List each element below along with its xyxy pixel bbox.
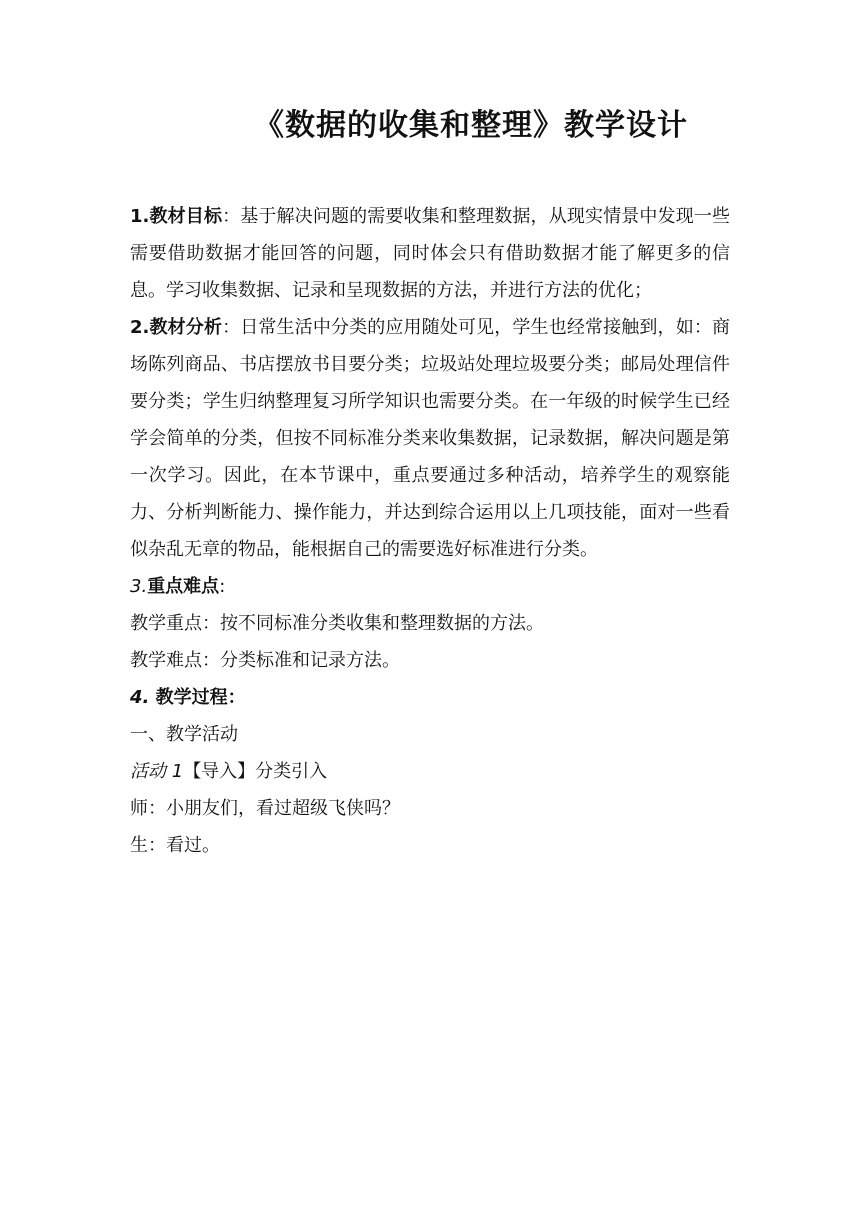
activity-label: 活动 1 — [130, 761, 184, 782]
activity-text: 【导入】分类引入 — [183, 761, 328, 782]
section-label: 1.教材目标 — [130, 206, 223, 227]
section-number: 4. — [130, 687, 150, 708]
document-title: 《数据的收集和整理》教学设计 — [254, 108, 688, 143]
difficulty-line: 教学难点：分类标准和记录方法。 — [130, 650, 400, 671]
section-label: 重点难点 — [147, 576, 220, 597]
section-text: ：基于解决问题的需要收集和整理数据，从现实情景中发现一些需要借助数据才能回答的问题，同时体会只有借助数据才能了解更多的信息。学习收集数据、记录和呈现数据的方法，并进行方法的优化； — [130, 206, 730, 301]
key-point-line: 教学重点：按不同标准分类收集和整理数据的方法。 — [130, 613, 544, 634]
document-body — [130, 198, 730, 864]
section-material-analysis — [130, 309, 730, 568]
section-text: ：日常生活中分类的应用随处可见，学生也经常接触到，如：商场陈列商品、书店摆放书目要分类；垃圾站处理垃圾要分类；邮局处理信件要分类；学生归纳整理复习所学知识也需要分类。在一年级的时候学生已经学会简单的分类，但按不同标准分类来收集数据，记录数据，解决问题是第一次学习。因此，在本节课中，重点要通过多种活动，培养学生的观察能力、分析判断能力、操作能力，并达到综合运用以上几项技能，面对一些看似杂乱无章的物品，能根据自己的需要选好标准进行分类。 — [130, 317, 730, 560]
section-label: 2.教材分析 — [130, 317, 223, 338]
section-number: 3. — [130, 576, 148, 597]
section-teaching-process-heading — [130, 679, 730, 716]
section-key-points-heading — [130, 568, 730, 605]
activity-heading: 一、教学活动 — [130, 724, 238, 745]
dialogue-line-student: 生：看过。 — [130, 835, 220, 856]
dialogue-line-teacher: 师：小朋友们，看过超级飞侠吗？ — [130, 798, 400, 819]
section-teaching-goals — [130, 198, 730, 309]
activity-1-line — [130, 753, 730, 790]
section-suffix: : — [219, 576, 226, 597]
section-label: 教学过程 — [149, 687, 228, 708]
section-suffix: ： — [227, 687, 246, 708]
